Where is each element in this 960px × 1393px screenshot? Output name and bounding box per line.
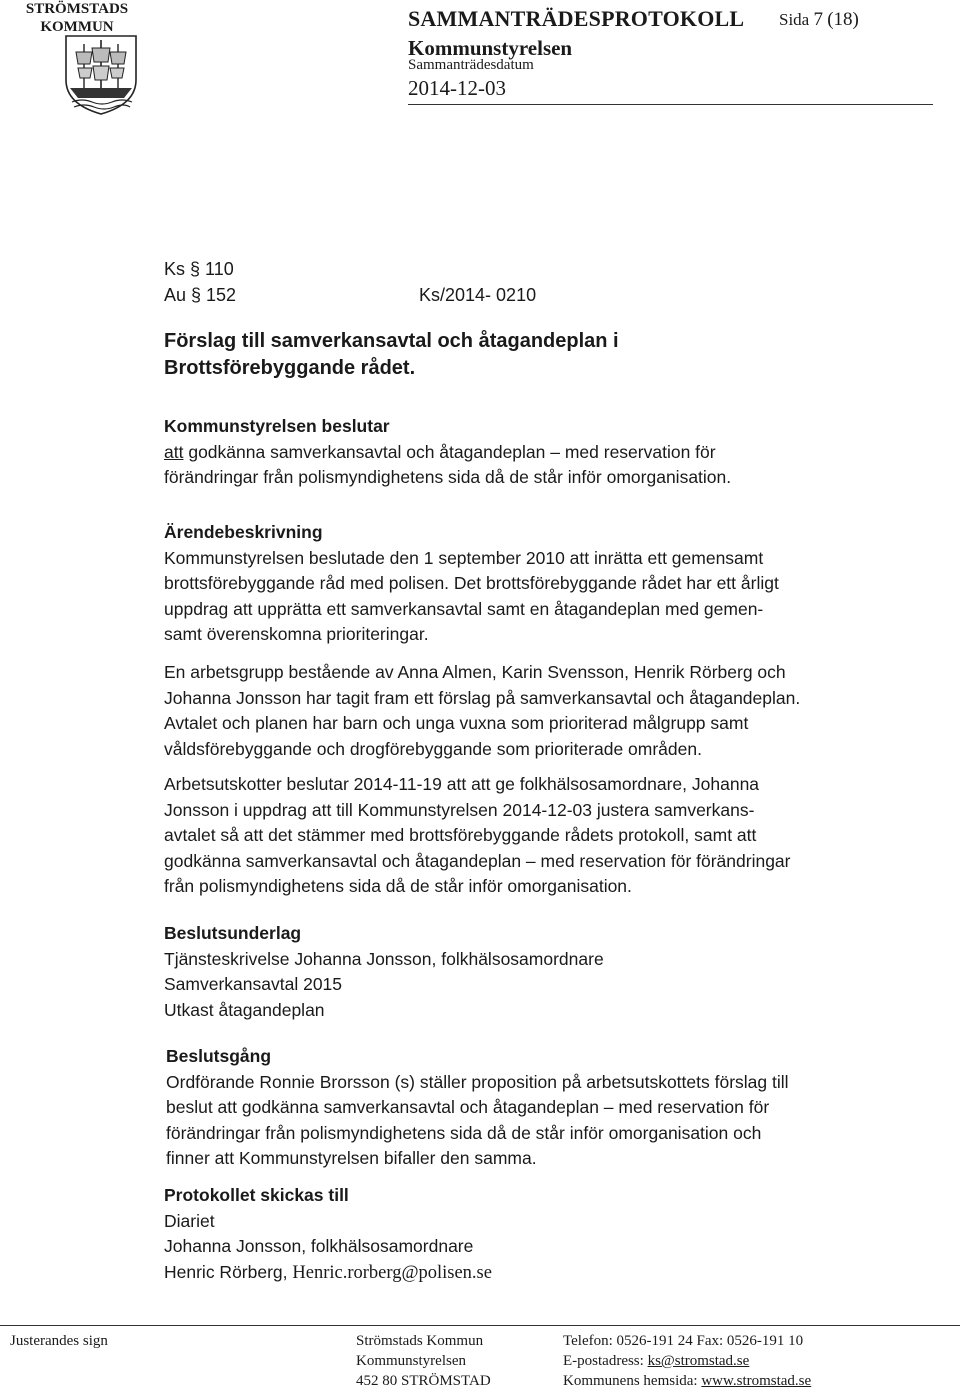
case-line: En arbetsgrupp bestående av Anna Almen, Karin Svensson, Henrik Rörberg och — [164, 662, 786, 682]
recipient-name: Henric Rörberg, — [164, 1261, 293, 1282]
case-line: våldsförebyggande och drogförebyggande som prioriterade områden. — [164, 738, 702, 759]
page-label: Sida — [779, 10, 810, 29]
footer-address-line: Kommunstyrelsen — [356, 1353, 466, 1369]
footer-address-line: 452 80 STRÖMSTAD — [356, 1373, 491, 1389]
case-line: Johanna Jonsson har tagit fram ett förslag på samverkansavtal och åtagandeplan. — [164, 687, 801, 708]
procedure-line: beslut att godkänna samverkansavtal och åtagandeplan – med reservation för — [166, 1097, 770, 1117]
basis-item: Tjänsteskrivelse Johanna Jonsson, folkhälsosamordnare — [164, 948, 604, 969]
case-line: Kommunstyrelsen beslutade den 1 september 2010 att inrätta ett gemensamt — [164, 547, 764, 568]
decision-att: att — [164, 441, 184, 462]
footer-divider — [0, 1325, 960, 1326]
org-name-line1: STRÖMSTADS — [25, 1, 129, 17]
case-paragraph-3 — [164, 772, 864, 900]
case-line: från polismyndighetens sida då de står inför omorganisation. — [164, 876, 632, 896]
case-line: Jonsson i uppdrag att till Kommunstyrelsen 2014-12-03 justera samverkans- — [164, 799, 755, 820]
decision-line: förändringar från polismyndighetens sida då de står inför omorganisation. — [164, 467, 732, 487]
case-line: brottsförebyggande råd med polisen. Det brottsförebyggande rådet har ett årligt — [164, 573, 779, 593]
decision-procedure-heading: Beslutsgång — [166, 1046, 272, 1066]
footer-address — [356, 1331, 491, 1391]
decision-basis-heading: Beslutsunderlag — [164, 923, 302, 943]
recipient-item: Johanna Jonsson, folkhälsosamordnare — [164, 1236, 474, 1256]
distribution-section — [164, 1183, 864, 1286]
recipient-item — [164, 1260, 864, 1287]
header-divider — [408, 104, 933, 105]
case-line: Avtalet och planen har barn och unga vuxna som prioriterad målgrupp samt — [164, 713, 749, 733]
recipient-email: Henric.rorberg@polisen.se — [292, 1262, 492, 1283]
recipient-item: Diariet — [164, 1210, 215, 1231]
procedure-line: finner att Kommunstyrelsen bifaller den samma. — [166, 1148, 537, 1168]
meeting-date-value: 2014-12-03 — [408, 76, 506, 100]
page-total: (18) — [827, 9, 859, 30]
case-line: Arbetsutskotter beslutar 2014-11-19 att att ge folkhälsosamordnare, Johanna — [164, 774, 760, 794]
footer-contact — [563, 1331, 811, 1391]
org-name-line2: KOMMUN — [40, 19, 114, 35]
case-line: avtalet så att det stämmer med brottsförebyggande rådets protokoll, samt att — [164, 825, 757, 845]
case-line: godkänna samverkansavtal och åtagandeplan – med reservation för förändringar — [164, 850, 791, 871]
footer-web-link[interactable]: www.stromstad.se — [701, 1373, 812, 1389]
case-paragraph-2 — [164, 660, 864, 762]
case-line: uppdrag att upprätta ett samverkansavtal samt en åtagandeplan med gemen- — [164, 598, 764, 619]
decision-heading: Kommunstyrelsen beslutar — [164, 416, 390, 436]
footer-web-label: Kommunens hemsida: — [563, 1373, 702, 1389]
title-line: Brottsförebyggande rådet. — [164, 357, 416, 379]
decision-basis-section — [164, 921, 864, 1023]
footer-phone: Telefon: 0526-191 24 Fax: 0526-191 10 — [563, 1333, 804, 1349]
document-type: SAMMANTRÄDESPROTOKOLL — [408, 6, 745, 31]
title-line: Förslag till samverkansavtal och åtagandeplan i — [164, 330, 619, 352]
case-description-section — [164, 520, 864, 648]
procedure-line: förändringar från polismyndighetens sida då de står inför omorganisation och — [166, 1122, 762, 1143]
footer-web-row — [563, 1371, 811, 1391]
footer-email-link[interactable]: ks@stromstad.se — [647, 1353, 750, 1369]
committee-name: Kommunstyrelsen — [408, 36, 573, 60]
footer-email-row — [563, 1351, 811, 1371]
basis-item: Utkast åtagandeplan — [164, 999, 325, 1020]
page-title — [164, 328, 619, 382]
procedure-line: Ordförande Ronnie Brorsson (s) ställer proposition på arbetsutskottets förslag till — [166, 1071, 789, 1092]
case-description-heading: Ärendebeskrivning — [164, 522, 323, 542]
decision-section — [164, 414, 864, 491]
au-paragraph: Au § 152 — [164, 285, 237, 305]
decision-procedure-section — [166, 1044, 866, 1172]
case-line: samt överenskomna prioriteringar. — [164, 624, 429, 644]
page-current: 7 — [813, 9, 823, 30]
au-row — [164, 282, 537, 308]
footer-address-line: Strömstads Kommun — [356, 1333, 484, 1349]
meeting-date-label: Sammanträdesdatum — [408, 57, 534, 73]
justerandes-sign-label: Justerandes sign — [10, 1333, 108, 1349]
page-number — [779, 9, 859, 31]
ship-coat-of-arms-icon — [62, 34, 140, 116]
distribution-heading: Protokollet skickas till — [164, 1185, 349, 1205]
footer-email-label: E-postadress: — [563, 1353, 648, 1369]
ks-paragraph: Ks § 110 — [164, 259, 234, 279]
diarienummer: Ks/2014- 0210 — [419, 285, 537, 305]
basis-item: Samverkansavtal 2015 — [164, 974, 343, 994]
decision-text: godkänna samverkansavtal och åtagandeplan – med reservation för — [183, 441, 716, 462]
decision-line — [164, 440, 864, 466]
reference-block — [164, 256, 537, 308]
org-name — [2, 0, 152, 36]
